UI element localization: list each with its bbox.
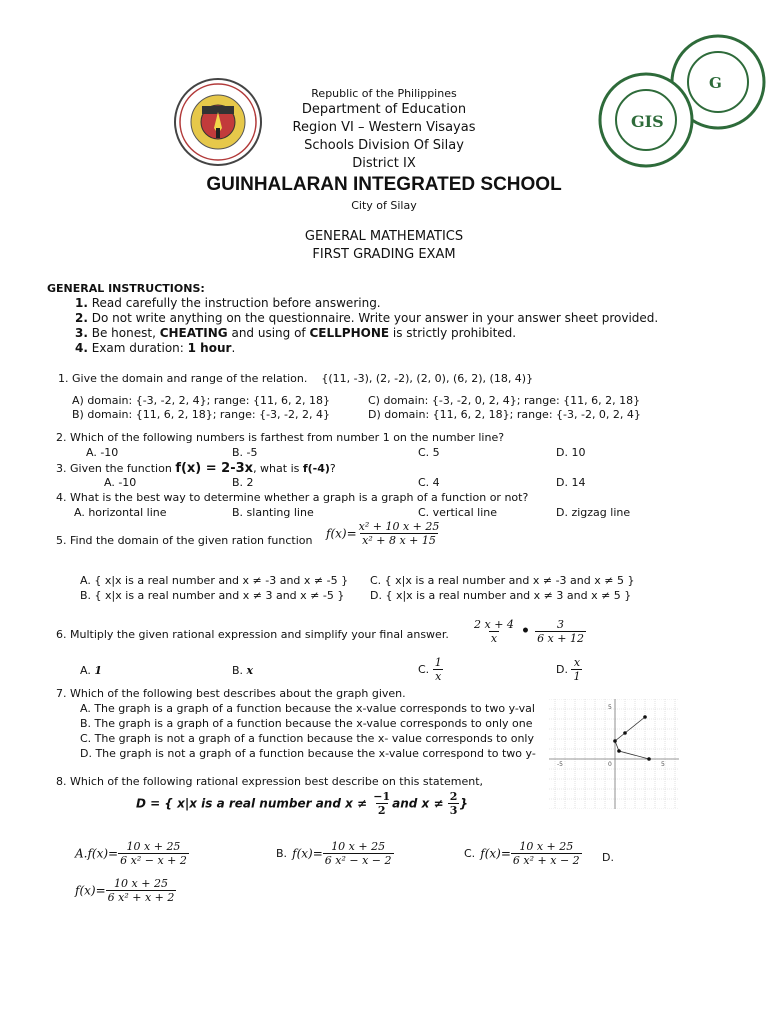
q4-option-a: A. horizontal line <box>74 506 167 519</box>
q1-option-d: D) domain: {11, 6, 2, 18}; range: {-3, -2, 0, 2, 4} <box>368 408 641 421</box>
q4-option-d: D. zigzag line <box>556 506 631 519</box>
region-line: Region VI – Western Visayas <box>292 120 476 135</box>
school-name: GUINHALARAN INTEGRATED SCHOOL <box>206 174 562 195</box>
q6-text: 6. Multiply the given rational expression and simplify your final answer. <box>56 628 449 641</box>
q4-option-c: C. vertical line <box>418 506 498 519</box>
q1-text: 1. Give the domain and range of the relation. {(11, -3), (2, -2), (2, 0), (6, 2), (18, 4)} <box>58 372 534 385</box>
q2-option-a: A. -10 <box>86 446 119 459</box>
q6-expression: $\frac{2 x + 4}{x}$ • $\frac{3}{6 x + 12}$ <box>474 618 584 645</box>
q2-option-d: D. 10 <box>556 446 586 459</box>
division-line: Schools Division Of Silay <box>304 138 464 153</box>
district-line: District IX <box>352 156 416 171</box>
q7-option-d: D. The graph is not a graph of a function because the x-value correspond to two y- <box>80 747 536 760</box>
q3-option-b: B. 2 <box>232 476 254 489</box>
graph-label-y: 5 <box>608 704 612 711</box>
department-line: Department of Education <box>301 102 467 117</box>
q1-option-a: A) domain: {-3, -2, 2, 4}; range: {11, 6, 2, 18} <box>72 394 330 407</box>
q5-text: 5. Find the domain of the given ration function <box>56 534 313 547</box>
q7-option-b: B. The graph is a graph of a function because the x-value corresponds to only one <box>80 717 533 730</box>
q1-option-b: B) domain: {11, 6, 2, 18}; range: {-3, -2, 2, 4} <box>72 408 331 421</box>
q8-statement: D = { x|x is a real number and x ≠ $\frac{-1}{2}$ and x ≠ $\frac{2}{3}$ } <box>136 790 468 817</box>
graph-label-xpos: 5 <box>661 761 665 768</box>
q6-option-b: B. x <box>232 664 254 677</box>
q7-options <box>80 702 548 762</box>
q3-option-a: A. -10 <box>104 476 137 489</box>
q2-option-b: B. -5 <box>232 446 258 459</box>
instruction-4: 4. Exam duration: 1 hour. <box>75 341 236 355</box>
q8-text: 8. Which of the following rational expression best describe on this statement, <box>56 775 484 788</box>
republic-line: Republic of the Philippines <box>311 87 457 100</box>
svg-text:G: G <box>709 74 722 92</box>
q4-option-b: B. slanting line <box>232 506 314 519</box>
instructions-heading: GENERAL INSTRUCTIONS: <box>47 282 205 295</box>
graph-label-o: 0 <box>608 761 612 768</box>
q7-graph <box>549 699 679 809</box>
q5-option-a: A. { x|x is a real number and x ≠ -3 and x ≠ -5 } <box>80 574 349 587</box>
subject-title: GENERAL MATHEMATICS <box>304 229 464 244</box>
q5-option-c: C. { x|x is a real number and x ≠ -3 and x ≠ 5 } <box>370 574 635 587</box>
q7-option-a: A. The graph is a graph of a function because the x-value corresponds to two y-val <box>80 702 535 715</box>
q3-option-c: C. 4 <box>418 476 440 489</box>
q1-option-c: C) domain: {-3, -2, 0, 2, 4}; range: {11, 6, 2, 18} <box>368 394 641 407</box>
q3-text: 3. Given the function f(x) = 2-3x, what is f(-4)? <box>56 461 336 476</box>
graph-label-xneg: -5 <box>557 761 563 768</box>
instruction-1: 1. Read carefully the instruction before answering. <box>75 296 381 310</box>
q2-text: 2. Which of the following numbers is farthest from number 1 on the number line? <box>56 431 505 444</box>
instruction-2: 2. Do not write anything on the questionnaire. Write your answer in your answer sheet provided. <box>75 311 659 325</box>
city-line: City of Silay <box>351 199 417 212</box>
q3-option-d: D. 14 <box>556 476 586 489</box>
q5-option-b: B. { x|x is a real number and x ≠ 3 and x ≠ -5 } <box>80 589 345 602</box>
q5-option-d: D. { x|x is a real number and x ≠ 3 and x ≠ 5 } <box>370 589 632 602</box>
q8-option-a: A.f(x)= $\frac{10 x + 25}{\text{6 x² − x + 2}}$ <box>75 840 187 867</box>
seal-monogram: GIS <box>631 112 664 131</box>
instruction-3: 3. Be honest, CHEATING and using of CELLPHONE is strictly prohibited. <box>75 326 517 340</box>
q7-option-c: C. The graph is not a graph of a function because the x- value corresponds to only <box>80 732 534 745</box>
q4-text: 4. What is the best way to determine whether a graph is a graph of a function or not? <box>56 491 529 504</box>
q6-option-a: A. 1 <box>80 664 102 677</box>
q8-option-c: C. f(x)= $\frac{10 x + 25}{\text{6 x² + x − 2}}$ <box>464 840 580 867</box>
q8-option-b: B. f(x)= $\frac{10 x + 25}{\text{6 x² − x − 2}}$ <box>276 840 392 867</box>
exam-title: FIRST GRADING EXAM <box>312 247 456 262</box>
q2-option-c: C. 5 <box>418 446 440 459</box>
q5-function: f(x)= $\frac{\text{x² + 10 x + 25}}{\text{x² + 8 x + 15}}$ <box>326 520 440 547</box>
q6-option-d: D. $\frac{x}{1}$ <box>556 656 581 683</box>
q6-option-c: C. $\frac{1}{x}$ <box>418 656 442 683</box>
q7-text: 7. Which of the following best describes about the graph given. <box>56 687 406 700</box>
q8-option-d-label: D. <box>602 851 614 864</box>
q8-option-d: f(x)= $\frac{10 x + 25}{\text{6 x² + x + 2}}$ <box>75 877 175 904</box>
